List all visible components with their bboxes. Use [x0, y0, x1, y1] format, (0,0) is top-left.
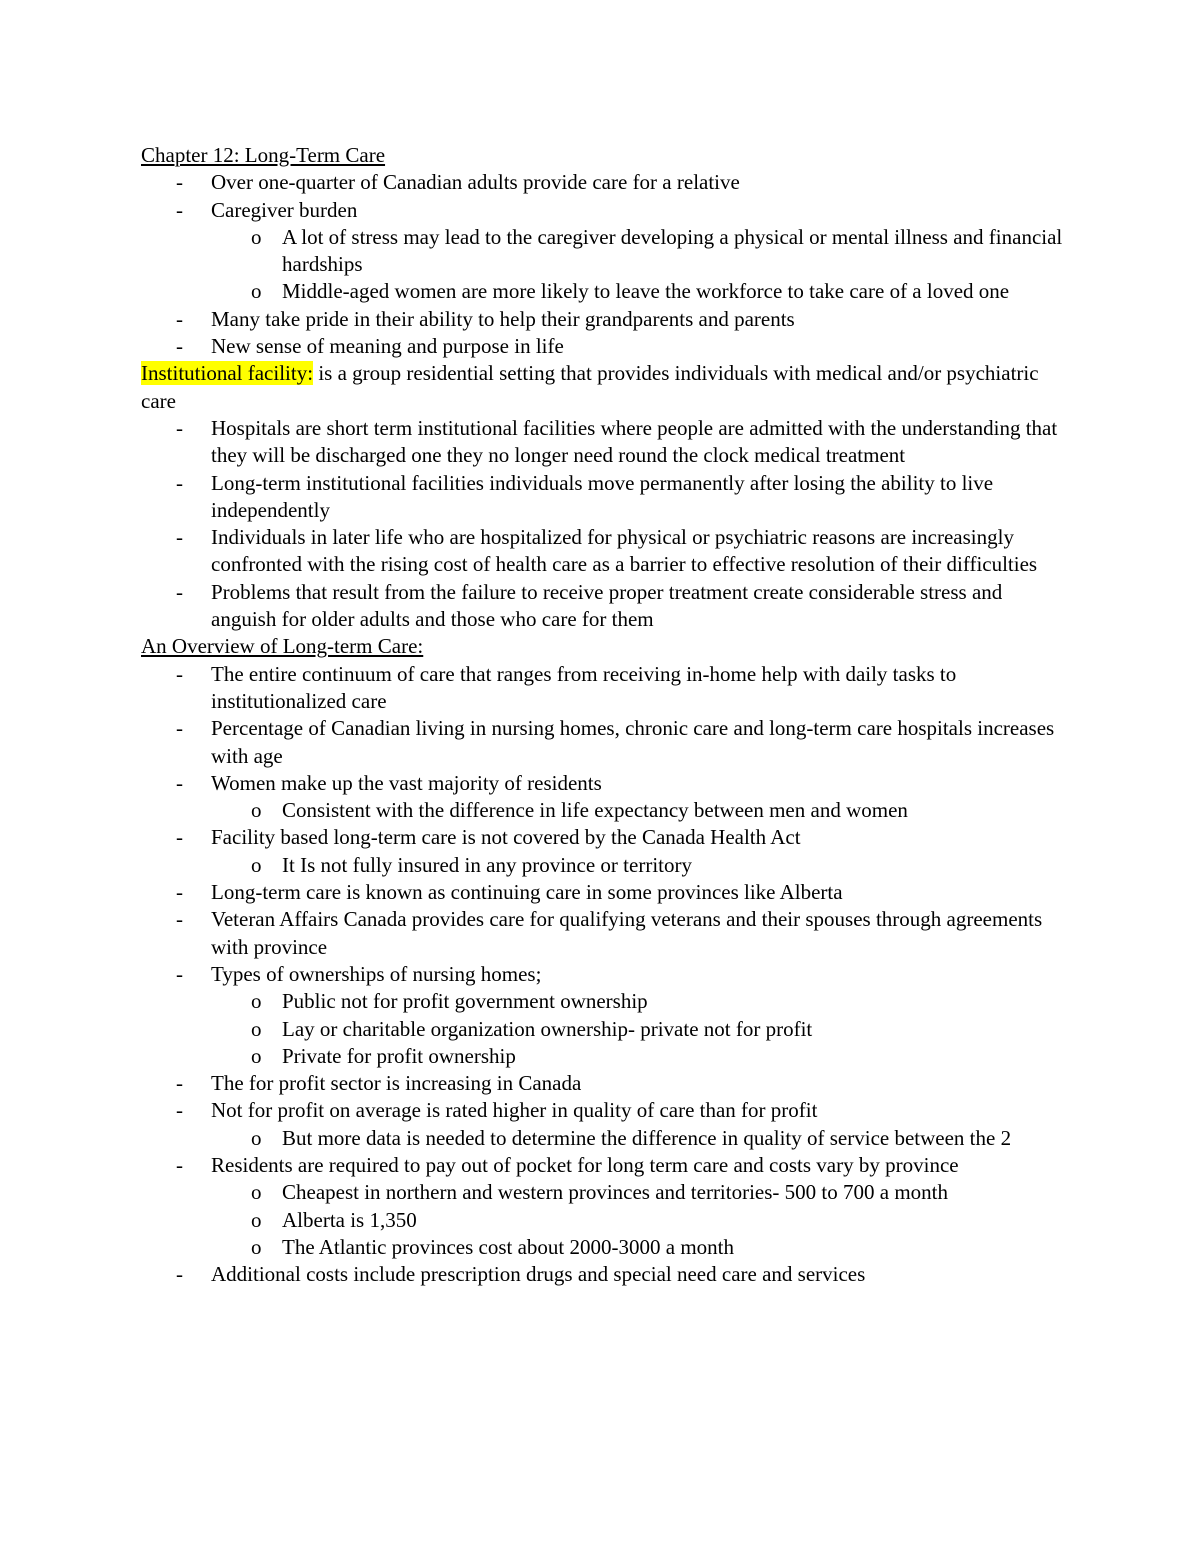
list-item [141, 906, 1066, 961]
dash-bullet: - [176, 170, 183, 195]
list-item [141, 1261, 1066, 1288]
sub-list-item-text: Lay or charitable organization ownership- private not for profit [282, 1016, 813, 1041]
list-item [141, 879, 1066, 906]
circle-bullet: o [251, 1207, 262, 1232]
circle-bullet: o [251, 279, 262, 304]
list-item [141, 824, 1066, 851]
institutional-list [141, 415, 1066, 633]
sub-list-item [141, 852, 1066, 879]
sub-list-item-text: Consistent with the difference in life expectancy between men and women [282, 798, 908, 823]
dash-bullet: - [176, 880, 183, 905]
sub-list-item [141, 1207, 1066, 1234]
dash-bullet: - [176, 716, 183, 741]
sub-list-item [141, 1234, 1066, 1261]
list-item-text: Facility based long-term care is not covered by the Canada Health Act [211, 825, 801, 850]
sub-list-item [141, 1179, 1066, 1206]
chapter-title: Chapter 12: Long-Term Care [141, 143, 386, 167]
list-item [141, 1070, 1066, 1097]
list-item [141, 169, 1066, 196]
list-item [141, 1152, 1066, 1179]
document-body [141, 142, 1066, 1288]
circle-bullet: o [251, 852, 262, 877]
circle-bullet: o [251, 224, 262, 249]
list-item [141, 715, 1066, 770]
list-item [141, 579, 1066, 634]
sub-list-item-text: Private for profit ownership [282, 1043, 516, 1068]
sub-list-item [141, 988, 1066, 1015]
list-item [141, 770, 1066, 797]
dash-bullet: - [176, 334, 183, 359]
dash-bullet: - [176, 525, 183, 550]
sub-list-item-text: Cheapest in northern and western provinces and territories- 500 to 700 a month [282, 1180, 948, 1205]
chapter-list [141, 169, 1066, 360]
dash-bullet: - [176, 306, 183, 331]
list-item-text: Residents are required to pay out of pocket for long term care and costs vary by province [211, 1152, 959, 1177]
list-item-text: Long-term institutional facilities individuals move permanently after losing the ability to live independently [211, 470, 994, 522]
list-item-text: Veteran Affairs Canada provides care for qualifying veterans and their spouses through agreements with province [211, 907, 1043, 959]
sub-list-item-text: Public not for profit government ownership [282, 989, 648, 1014]
list-item-text: Individuals in later life who are hospitalized for physical or psychiatric reasons are increasingly confronted with the rising cost of health care as a barrier to effective resolution of their difficulties [211, 525, 1038, 577]
circle-bullet: o [251, 1043, 262, 1068]
list-item [141, 524, 1066, 579]
dash-bullet: - [176, 907, 183, 932]
list-item-text: Caregiver burden [211, 197, 358, 222]
list-item-text: Many take pride in their ability to help their grandparents and parents [211, 306, 795, 331]
dash-bullet: - [176, 661, 183, 686]
circle-bullet: o [251, 989, 262, 1014]
dash-bullet: - [176, 579, 183, 604]
list-item-text: Problems that result from the failure to receive proper treatment create considerable stress and anguish for older adults and those who care for them [211, 579, 1003, 632]
sub-list-item-text: Middle-aged women are more likely to leave the workforce to take care of a loved one [282, 279, 1010, 304]
dash-bullet: - [176, 770, 183, 795]
dash-bullet: - [176, 1071, 183, 1096]
dash-bullet: - [176, 470, 183, 495]
sub-list-item [141, 1125, 1066, 1152]
dash-bullet: - [176, 825, 183, 850]
list-item-text: Additional costs include prescription drugs and special need care and services [211, 1262, 866, 1287]
sub-list-item-text: Alberta is 1,350 [282, 1207, 417, 1232]
dash-bullet: - [176, 197, 183, 222]
sub-list-item-text: A lot of stress may lead to the caregiver developing a physical or mental illness and financial hardships [282, 224, 1063, 277]
list-item [141, 661, 1066, 716]
list-item-text: Women make up the vast majority of residents [211, 770, 602, 795]
list-item [141, 1097, 1066, 1124]
list-item-text: The for profit sector is increasing in Canada [211, 1071, 582, 1096]
sub-list-item [141, 797, 1066, 824]
circle-bullet: o [251, 1180, 262, 1205]
sub-list-item [141, 1016, 1066, 1043]
dash-bullet: - [176, 415, 183, 440]
list-item-text: Over one-quarter of Canadian adults provide care for a relative [211, 170, 740, 195]
list-item-text: Not for profit on average is rated higher in quality of care than for profit [211, 1098, 818, 1123]
list-item [141, 333, 1066, 360]
overview-title: An Overview of Long-term Care: [141, 634, 424, 659]
list-item-text: The entire continuum of care that ranges from receiving in-home help with daily tasks to institutionalized care [211, 661, 957, 713]
list-item [141, 197, 1066, 224]
dash-bullet: - [176, 1262, 183, 1287]
list-item-text: Percentage of Canadian living in nursing homes, chronic care and long-term care hospitals increases with age [211, 716, 1055, 768]
list-item [141, 961, 1066, 988]
institutional-term: Institutional facility: [141, 361, 314, 386]
list-item [141, 470, 1066, 525]
sub-list-item-text: The Atlantic provinces cost about 2000-3000 a month [282, 1234, 734, 1259]
circle-bullet: o [251, 1125, 262, 1150]
sub-list-item [141, 278, 1066, 305]
sub-list-item [141, 1043, 1066, 1070]
list-item-text: Long-term care is known as continuing care in some provinces like Alberta [211, 880, 843, 905]
dash-bullet: - [176, 961, 183, 986]
dash-bullet: - [176, 1098, 183, 1123]
circle-bullet: o [251, 1016, 262, 1041]
sub-list-item-text: It Is not fully insured in any province or territory [282, 852, 692, 877]
sub-list-item [141, 224, 1066, 279]
list-item [141, 415, 1066, 470]
list-item-text: Hospitals are short term institutional facilities where people are admitted with the understanding that they will be discharged one they no longer need round the clock medical treatment [211, 415, 1058, 468]
sub-list-item-text: But more data is needed to determine the difference in quality of service between the 2 [282, 1125, 1012, 1150]
list-item-text: Types of ownerships of nursing homes; [211, 961, 542, 986]
institutional-definition [141, 360, 1066, 415]
list-item-text: New sense of meaning and purpose in life [211, 334, 564, 359]
circle-bullet: o [251, 1234, 262, 1259]
dash-bullet: - [176, 1152, 183, 1177]
list-item [141, 306, 1066, 333]
circle-bullet: o [251, 798, 262, 823]
institutional-definition-text: is a group residential setting that provides individuals with medical and/or psychiatric care [141, 361, 1039, 413]
overview-list [141, 661, 1066, 1289]
